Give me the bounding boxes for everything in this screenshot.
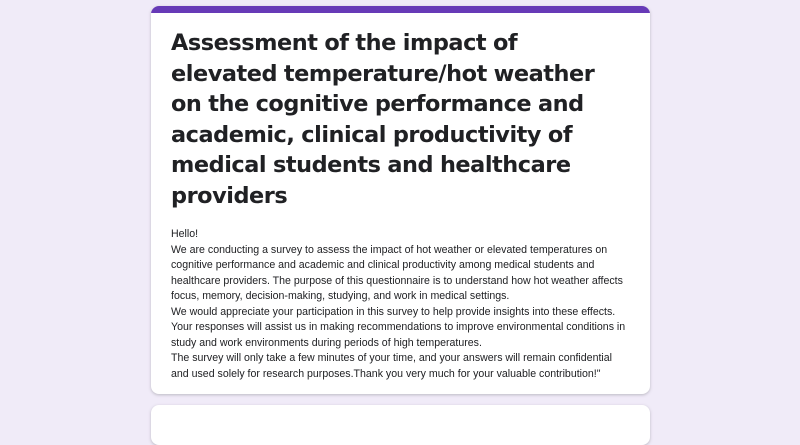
- form-header-card: [151, 6, 650, 394]
- description-greeting: Hello!: [171, 228, 199, 240]
- next-question-card: [151, 405, 650, 445]
- form-description: [171, 227, 630, 382]
- description-paragraph-1: We are conducting a survey to assess the impact of hot weather or elevated temperatures on cognitive performance and academic and clinical productivity among medical students and healthcare providers. The purpose of this questionnaire is to understand how hot weather affects focus, memory, decision-making, studying, and work in medical settings.: [171, 243, 623, 302]
- form-header-body: [151, 13, 650, 382]
- description-paragraph-3: The survey will only take a few minutes of your time, and your answers will remain confidential and used solely for research purposes.Thank you very much for your valuable contribution!": [171, 352, 613, 380]
- form-accent-bar: [151, 6, 650, 13]
- form-title: Assessment of the impact of elevated temperature/hot weather on the cognitive performance and academic, clinical productivity of medical students and healthcare providers: [171, 30, 595, 209]
- description-paragraph-2: We would appreciate your participation in this survey to help provide insights into these effects. Your responses will assist us in making recommendations to improve environmental conditions in study and work environments during periods of high temperatures.: [171, 305, 626, 349]
